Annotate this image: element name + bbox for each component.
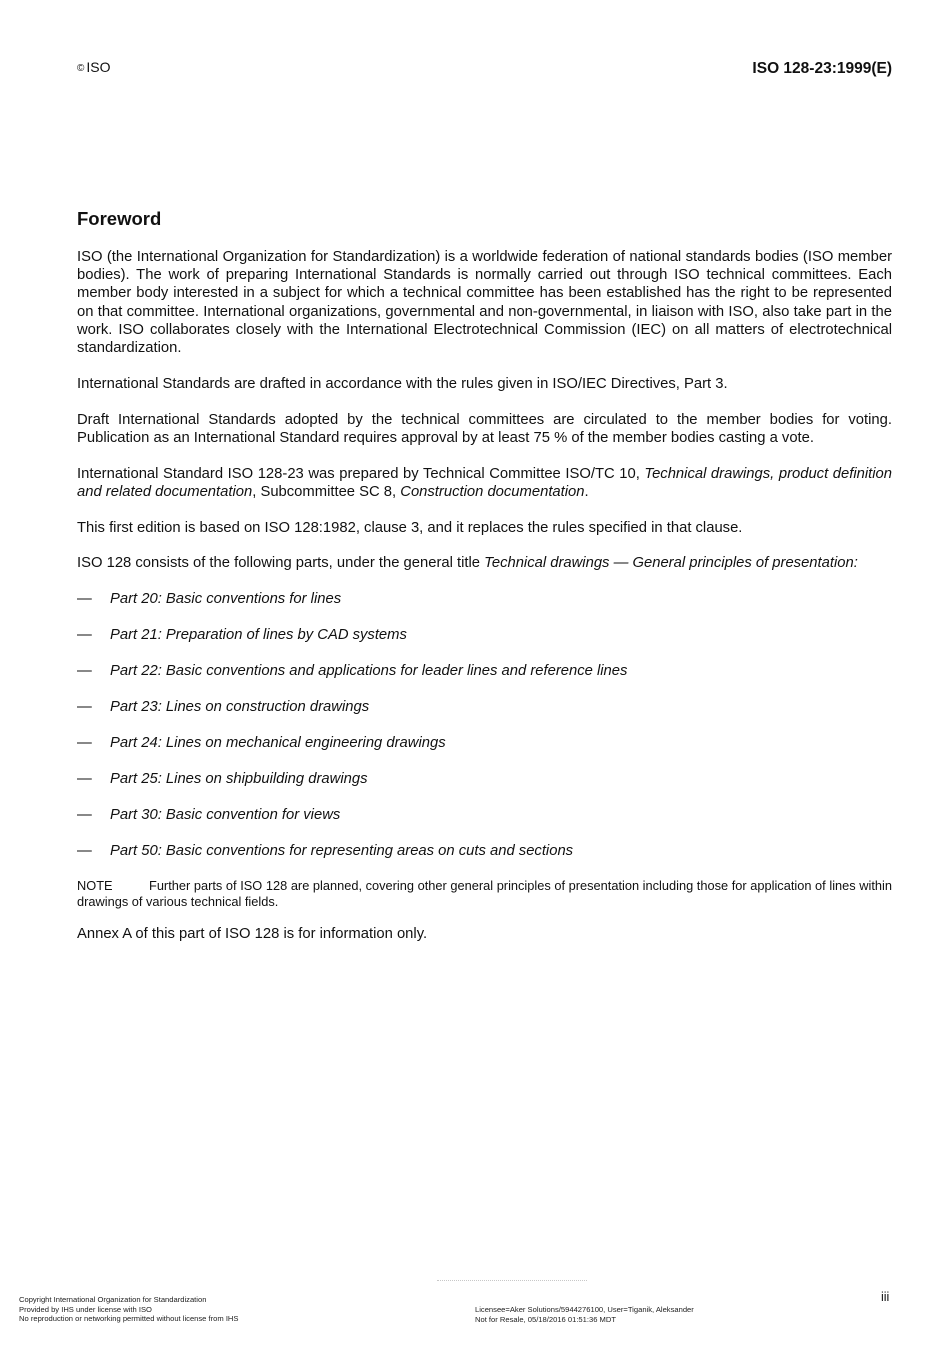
document-id: ISO 128-23:1999(E): [752, 60, 892, 77]
part-label: Part 24: Lines on mechanical engineering drawings: [110, 735, 446, 752]
committee-text-e: .: [584, 483, 589, 500]
paragraph-committee: [77, 465, 892, 501]
list-item: [77, 590, 892, 608]
list-item: [77, 662, 892, 680]
header-copyright: [77, 59, 111, 75]
dash-bullet: —: [77, 699, 92, 716]
list-item: [77, 806, 892, 824]
note-text: Further parts of ISO 128 are planned, covering other general principles of presentation including those for application of lines within drawings of various technical fields.: [77, 878, 892, 909]
foreword-section: [77, 208, 892, 943]
footer-left-line: No reproduction or networking permitted without license from IHS: [19, 1314, 239, 1324]
part-label: Part 23: Lines on construction drawings: [110, 699, 370, 716]
paragraph-voting: Draft International Standards adopted by the technical committees are circulated to the member bodies for voting. Publication as an International Standard requires approval by at least 75 % of the member bodies casting a vote.: [77, 411, 892, 446]
paragraph-directives: International Standards are drafted in accordance with the rules given in ISO/IEC Directives, Part 3.: [77, 375, 728, 392]
list-item: [77, 698, 892, 716]
subcommittee-title: Construction documentation: [400, 483, 585, 500]
list-item: [77, 626, 892, 644]
copyright-org: ISO: [86, 59, 111, 75]
footer-left-line: Provided by IHS under license with ISO: [19, 1304, 152, 1314]
page-number: iii: [881, 1290, 890, 1304]
footer-copyright-notice: [19, 1295, 238, 1324]
committee-text-c: , Subcommittee SC 8,: [252, 483, 401, 500]
committee-title: Technical drawings, product definition and related documentation: [77, 465, 892, 500]
paragraph-iso-intro: ISO (the International Organization for Standardization) is a worldwide federation of national standards bodies (ISO member bodies). The work of preparing International Standards is normally carried out through ISO technical committees. Each member body interested in a subject for which a technical committee has been established has the right to be represented on that committee. International organizations, governmental and non-governmental, in liaison with ISO, also take part in the work. ISO collaborates closely with the International Electrotechnical Commission (IEC) on all matters of electrotechnical standardization.: [77, 249, 892, 357]
note: [77, 878, 892, 909]
part-label: Part 22: Basic conventions and applications for leader lines and reference lines: [110, 663, 628, 680]
parts-list: [77, 590, 892, 860]
paragraph-annex: Annex A of this part of ISO 128 is for information only.: [77, 926, 428, 943]
part-label: Part 20: Basic conventions for lines: [110, 591, 342, 608]
committee-text-a: International Standard ISO 128-23 was prepared by Technical Committee ISO/TC 10,: [77, 465, 645, 482]
dash-bullet: —: [77, 771, 92, 788]
copyright-symbol: ©: [77, 63, 85, 74]
page-title: Foreword: [77, 208, 162, 229]
dash-bullet: —: [77, 735, 92, 752]
part-label: Part 50: Basic conventions for representing areas on cuts and sections: [110, 843, 574, 860]
paragraph-edition: This first edition is based on ISO 128:1982, clause 3, and it replaces the rules specified in that clause.: [77, 519, 743, 536]
dash-bullet: —: [77, 627, 92, 644]
part-label: Part 30: Basic convention for views: [110, 807, 341, 824]
footer-right-line: Not for Resale, 05/18/2016 01:51:36 MDT: [475, 1314, 616, 1324]
footer-left-line: Copyright International Organization for Standardization: [19, 1295, 207, 1304]
parts-intro-text: ISO 128 consists of the following parts, under the general title: [77, 555, 485, 572]
paragraph-parts-intro: [77, 554, 892, 572]
footer-license-notice: [475, 1305, 694, 1324]
list-item: [77, 734, 892, 752]
dash-bullet: —: [77, 843, 92, 860]
list-item: [77, 842, 892, 860]
footer-right-line: Licensee=Aker Solutions/5944276100, User=Tiganik, Aleksander: [475, 1305, 694, 1314]
part-label: Part 21: Preparation of lines by CAD systems: [110, 627, 407, 644]
part-label: Part 25: Lines on shipbuilding drawings: [110, 771, 368, 788]
dotted-separator: [437, 1280, 587, 1283]
list-item: [77, 770, 892, 788]
dash-bullet: —: [77, 591, 92, 608]
dash-bullet: —: [77, 807, 92, 824]
general-title: Technical drawings — General principles of presentation:: [484, 555, 858, 572]
dash-bullet: —: [77, 663, 92, 680]
note-label: NOTE: [77, 878, 113, 894]
